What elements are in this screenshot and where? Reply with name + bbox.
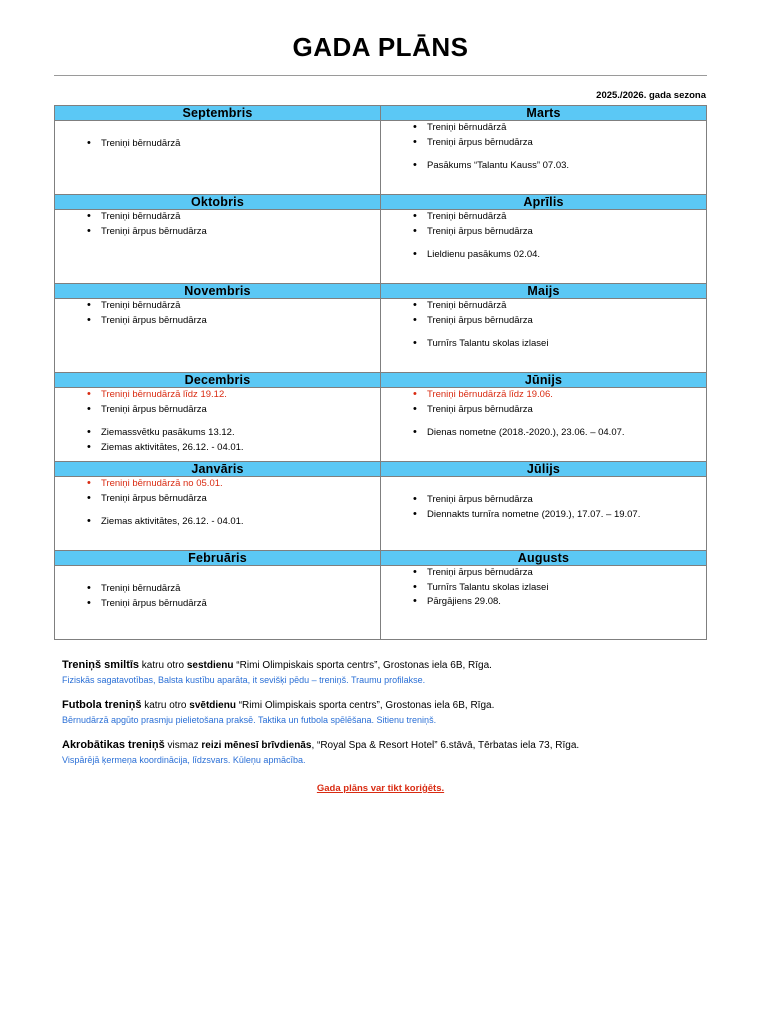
activity-item: • Treniņi ārpus bērnudārza xyxy=(427,566,706,581)
activity-item: • Turnīrs Talantu skolas izlasei xyxy=(427,337,706,352)
month-body-cell xyxy=(55,477,381,551)
note-text-after: “Rimi Olimpiskais sporta centrs”, Grostonas iela 6B, Rīga. xyxy=(235,700,495,711)
month-header-cell: Aprīlis xyxy=(381,195,707,210)
month-header-cell: Novembris xyxy=(55,284,381,299)
note-bold-mid: reizi mēnesī brīvdienās xyxy=(201,740,312,751)
activity-item: • Treniņi bērnudārzā xyxy=(101,582,380,597)
note-sub-line: Bērnudārzā apgūto prasmju pielietošana praksē. Taktika un futbola spēlēšana. Sitienu treniņš. xyxy=(62,715,437,725)
activity-item: • Treniņi ārpus bērnudārza xyxy=(427,225,706,240)
month-body-cell xyxy=(381,210,707,284)
month-header-cell: Jūlijs xyxy=(381,462,707,477)
note-item xyxy=(62,698,707,727)
note-main-line xyxy=(62,738,707,753)
notes-section xyxy=(54,658,707,767)
activity-list xyxy=(55,210,380,239)
note-text-before: katru otro xyxy=(141,700,190,711)
month-body-row xyxy=(55,121,707,195)
month-header-row xyxy=(55,462,707,477)
month-body-row xyxy=(55,210,707,284)
activity-item: • Treniņi ārpus bērnudārza xyxy=(427,136,706,151)
activity-item: • Ziemassvētku pasākums 13.12. xyxy=(101,426,380,441)
month-body-row xyxy=(55,566,707,640)
month-header-cell: Augusts xyxy=(381,551,707,566)
month-body-cell xyxy=(381,388,707,462)
month-body-cell xyxy=(55,299,381,373)
activity-item: • Treniņi bērnudārzā xyxy=(427,210,706,225)
note-item xyxy=(62,738,707,767)
month-header-cell: Februāris xyxy=(55,551,381,566)
note-bold-mid: sestdienu xyxy=(186,660,234,671)
year-plan-table xyxy=(54,105,707,640)
month-body-cell xyxy=(381,477,707,551)
activity-list xyxy=(381,210,706,263)
activity-item: • Treniņi ārpus bērnudārza xyxy=(101,403,380,418)
month-body-cell xyxy=(55,121,381,195)
page-title: GADA PLĀNS xyxy=(292,32,469,62)
activity-item: • Treniņi bērnudārzā xyxy=(101,299,380,314)
note-text-after: , “Royal Spa & Resort Hotel” 6.stāvā, Tērbatas iela 73, Rīga. xyxy=(311,740,580,751)
note-text-after: “Rimi Olimpiskais sporta centrs”, Grostonas iela 6B, Rīga. xyxy=(233,660,492,671)
activity-list xyxy=(55,121,380,152)
activity-item: • Treniņi bērnudārzā līdz 19.12. xyxy=(101,388,380,403)
activity-item: • Treniņi ārpus bērnudārza xyxy=(101,225,380,240)
activity-list xyxy=(55,388,380,455)
season-label: 2025./2026. gada sezona xyxy=(596,90,706,101)
note-bold-mid: svētdienu xyxy=(189,700,236,711)
activity-item: • Diennakts turnīra nometne (2019.), 17.07. – 19.07. xyxy=(427,508,706,523)
month-body-cell xyxy=(55,388,381,462)
activity-item: • Lieldienu pasākums 02.04. xyxy=(427,248,706,263)
month-body-cell xyxy=(381,121,707,195)
note-main-line xyxy=(62,698,707,713)
note-sub-line: Vispārējā ķermeņa koordinācija, līdzsvars. Kūleņu apmācība. xyxy=(62,755,306,765)
note-lead: Akrobātikas treniņš xyxy=(62,739,165,751)
activity-item: • Treniņi ārpus bērnudārza xyxy=(427,403,706,418)
month-body-cell xyxy=(55,566,381,640)
month-header-cell: Maijs xyxy=(381,284,707,299)
month-body-row xyxy=(55,299,707,373)
activity-list xyxy=(381,388,706,441)
note-sub-line: Fiziskās sagatavotības, Balsta kustību aparāta, it sevišķi pēdu – treniņš. Traumu profilakse. xyxy=(62,675,426,685)
activity-item: • Turnīrs Talantu skolas izlasei xyxy=(427,581,706,596)
activity-item: • Treniņi ārpus bērnudārza xyxy=(427,493,706,508)
month-body-cell xyxy=(55,210,381,284)
activity-item: • Treniņi bērnudārzā xyxy=(427,299,706,314)
month-body-cell xyxy=(381,299,707,373)
note-lead: Treniņš smiltīs xyxy=(62,659,140,671)
activity-list xyxy=(55,299,380,328)
activity-item: • Dienas nometne (2018.-2020.), 23.06. – 04.07. xyxy=(427,426,706,441)
month-header-row xyxy=(55,551,707,566)
activity-list xyxy=(55,477,380,530)
activity-list xyxy=(381,566,706,610)
month-body-cell xyxy=(381,566,707,640)
activity-item: • Treniņi bērnudārzā no 05.01. xyxy=(101,477,380,492)
activity-list xyxy=(381,299,706,352)
note-text-before: katru otro xyxy=(139,660,187,671)
note-lead: Futbola treniņš xyxy=(62,699,142,711)
footer-disclaimer: Gada plāns var tikt koriģēts. xyxy=(316,783,445,794)
month-header-cell: Septembris xyxy=(55,106,381,121)
note-text-before: vismaz xyxy=(164,740,202,751)
activity-item: • Treniņi bērnudārzā līdz 19.06. xyxy=(427,388,706,403)
activity-list xyxy=(55,566,380,611)
note-item xyxy=(62,658,707,687)
month-header-row xyxy=(55,373,707,388)
activity-item: • Treniņi bērnudārzā xyxy=(101,137,380,152)
activity-item: • Treniņi ārpus bērnudārza xyxy=(101,492,380,507)
activity-item: • Ziemas aktivitātes, 26.12. - 04.01. xyxy=(101,441,380,456)
activity-item: • Pārgājiens 29.08. xyxy=(427,595,706,610)
month-header-cell: Decembris xyxy=(55,373,381,388)
activity-item: • Treniņi bērnudārzā xyxy=(427,121,706,136)
month-header-cell: Oktobris xyxy=(55,195,381,210)
month-header-cell: Jūnijs xyxy=(381,373,707,388)
activity-list xyxy=(381,477,706,522)
month-header-row xyxy=(55,284,707,299)
activity-item: • Pasākums “Talantu Kauss” 07.03. xyxy=(427,159,706,174)
note-main-line xyxy=(62,658,707,673)
month-body-row xyxy=(55,388,707,462)
month-header-cell: Marts xyxy=(381,106,707,121)
activity-item: • Treniņi bērnudārzā xyxy=(101,210,380,225)
title-divider xyxy=(54,75,707,76)
activity-list xyxy=(381,121,706,174)
month-header-row xyxy=(55,106,707,121)
activity-item: • Ziemas aktivitātes, 26.12. - 04.01. xyxy=(101,515,380,530)
activity-item: • Treniņi ārpus bērnudārzā xyxy=(101,597,380,612)
month-header-row xyxy=(55,195,707,210)
month-body-row xyxy=(55,477,707,551)
activity-item: • Treniņi ārpus bērnudārza xyxy=(101,314,380,329)
month-header-cell: Janvāris xyxy=(55,462,381,477)
activity-item: • Treniņi ārpus bērnudārza xyxy=(427,314,706,329)
